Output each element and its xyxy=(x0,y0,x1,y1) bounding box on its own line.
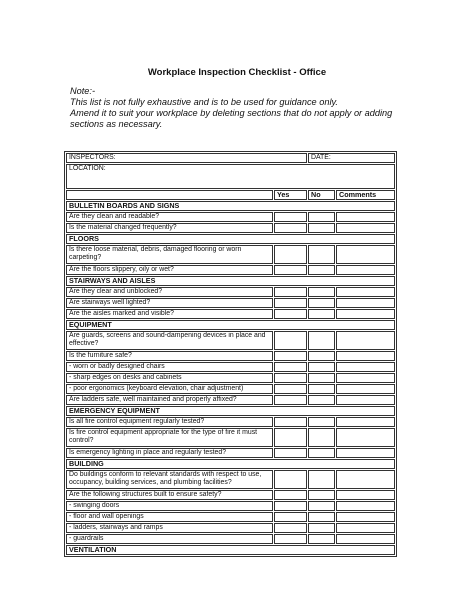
section-row xyxy=(66,406,395,416)
table-row xyxy=(66,448,395,458)
table-row xyxy=(66,470,395,489)
yes-cell[interactable] xyxy=(274,470,307,489)
yes-cell[interactable] xyxy=(274,373,307,383)
question-cell: Is the material changed frequently? xyxy=(66,223,273,233)
no-cell[interactable] xyxy=(308,287,335,297)
question-cell: Are they clear and unblocked? xyxy=(66,287,273,297)
question-cell: Is fire control equipment appropriate for the type of fire it must control? xyxy=(66,428,273,447)
table-row xyxy=(66,309,395,319)
comments-cell[interactable] xyxy=(336,331,395,350)
yes-cell[interactable] xyxy=(274,448,307,458)
comments-cell[interactable] xyxy=(336,298,395,308)
table-row xyxy=(66,428,395,447)
question-cell: Are guards, screens and sound-dampening devices in place and effective? xyxy=(66,331,273,350)
table-row xyxy=(66,395,395,405)
checklist-table xyxy=(64,151,397,557)
comments-cell[interactable] xyxy=(336,448,395,458)
yes-cell[interactable] xyxy=(274,490,307,500)
question-cell: Are the aisles marked and visible? xyxy=(66,309,273,319)
yes-cell[interactable] xyxy=(274,512,307,522)
table-row xyxy=(66,362,395,372)
no-cell[interactable] xyxy=(308,428,335,447)
section-heading: VENTILATION xyxy=(66,545,395,555)
comments-cell[interactable] xyxy=(336,417,395,427)
yes-header: Yes xyxy=(274,190,307,200)
location-field[interactable]: LOCATION: xyxy=(66,164,395,189)
question-cell: - swinging doors xyxy=(66,501,273,511)
comments-cell[interactable] xyxy=(336,395,395,405)
no-header: No xyxy=(308,190,335,200)
no-cell[interactable] xyxy=(308,265,335,275)
yes-cell[interactable] xyxy=(274,287,307,297)
comments-cell[interactable] xyxy=(336,309,395,319)
comments-cell[interactable] xyxy=(336,470,395,489)
comments-cell[interactable] xyxy=(336,223,395,233)
comments-cell[interactable] xyxy=(336,501,395,511)
yes-cell[interactable] xyxy=(274,384,307,394)
section-heading: FLOORS xyxy=(66,234,395,244)
yes-cell[interactable] xyxy=(274,534,307,544)
comments-cell[interactable] xyxy=(336,362,395,372)
table-row xyxy=(66,501,395,511)
table-row xyxy=(66,351,395,361)
question-cell: - poor ergonomics (keyboard elevation, chair adjustment) xyxy=(66,384,273,394)
no-cell[interactable] xyxy=(308,448,335,458)
note-block xyxy=(70,86,410,130)
question-cell: - worn or badly designed chairs xyxy=(66,362,273,372)
date-field[interactable]: DATE: xyxy=(308,153,395,163)
table-row xyxy=(66,287,395,297)
section-row xyxy=(66,459,395,469)
yes-cell[interactable] xyxy=(274,265,307,275)
question-cell: Is there loose material, debris, damaged flooring or worn carpeting? xyxy=(66,245,273,264)
no-cell[interactable] xyxy=(308,490,335,500)
note-line: Amend it to suit your workplace by deleting sections that do not apply or adding xyxy=(70,108,393,118)
table-row xyxy=(66,373,395,383)
no-cell[interactable] xyxy=(308,212,335,222)
question-cell: Are ladders safe, well maintained and properly affixed? xyxy=(66,395,273,405)
comments-cell[interactable] xyxy=(336,428,395,447)
no-cell[interactable] xyxy=(308,309,335,319)
comments-cell[interactable] xyxy=(336,265,395,275)
comments-cell[interactable] xyxy=(336,534,395,544)
no-cell[interactable] xyxy=(308,470,335,489)
yes-cell[interactable] xyxy=(274,298,307,308)
question-cell: Do buildings conform to relevant standards with respect to use, occupancy, building services, and plumbing facilities? xyxy=(66,470,273,489)
yes-cell[interactable] xyxy=(274,331,307,350)
comments-cell[interactable] xyxy=(336,351,395,361)
yes-cell[interactable] xyxy=(274,212,307,222)
table-row xyxy=(66,512,395,522)
section-heading: BUILDING xyxy=(66,459,395,469)
no-cell[interactable] xyxy=(308,512,335,522)
note-line: This list is not fully exhaustive and is to be used for guidance only. xyxy=(70,97,338,107)
table-row xyxy=(66,534,395,544)
comments-cell[interactable] xyxy=(336,512,395,522)
yes-cell[interactable] xyxy=(274,245,307,264)
section-row xyxy=(66,201,395,211)
yes-cell[interactable] xyxy=(274,428,307,447)
yes-cell[interactable] xyxy=(274,223,307,233)
section-heading: STAIRWAYS AND AISLES xyxy=(66,276,395,286)
comments-cell[interactable] xyxy=(336,490,395,500)
comments-header: Comments xyxy=(336,190,395,200)
comments-cell[interactable] xyxy=(336,245,395,264)
no-cell[interactable] xyxy=(308,523,335,533)
question-cell: Are the floors slippery, oily or wet? xyxy=(66,265,273,275)
no-cell[interactable] xyxy=(308,245,335,264)
location-row xyxy=(66,164,395,189)
inspectors-field[interactable]: INSPECTORS: xyxy=(66,153,307,163)
question-cell: Is the furniture safe? xyxy=(66,351,273,361)
no-cell[interactable] xyxy=(308,417,335,427)
section-row xyxy=(66,276,395,286)
no-cell[interactable] xyxy=(308,298,335,308)
yes-cell[interactable] xyxy=(274,309,307,319)
yes-cell[interactable] xyxy=(274,501,307,511)
section-row xyxy=(66,234,395,244)
question-cell: Are they clean and readable? xyxy=(66,212,273,222)
table-row xyxy=(66,523,395,533)
document-title: Workplace Inspection Checklist - Office xyxy=(147,67,327,78)
yes-cell[interactable] xyxy=(274,395,307,405)
question-cell: Is emergency lighting in place and regularly tested? xyxy=(66,448,273,458)
comments-cell[interactable] xyxy=(336,212,395,222)
question-cell: - ladders, stairways and ramps xyxy=(66,523,273,533)
note-line: sections as necessary. xyxy=(70,119,163,129)
yes-cell[interactable] xyxy=(274,351,307,361)
no-cell[interactable] xyxy=(308,331,335,350)
no-cell[interactable] xyxy=(308,351,335,361)
no-cell[interactable] xyxy=(308,373,335,383)
table-row xyxy=(66,223,395,233)
section-heading: EQUIPMENT xyxy=(66,320,395,330)
table-row xyxy=(66,490,395,500)
comments-cell[interactable] xyxy=(336,384,395,394)
question-cell: Are the following structures built to ensure safety? xyxy=(66,490,273,500)
table-row xyxy=(66,384,395,394)
comments-cell[interactable] xyxy=(336,523,395,533)
comments-cell[interactable] xyxy=(336,287,395,297)
table-row xyxy=(66,265,395,275)
section-row xyxy=(66,320,395,330)
question-cell: - guardrails xyxy=(66,534,273,544)
yes-cell[interactable] xyxy=(274,417,307,427)
table-row xyxy=(66,331,395,350)
section-heading: BULLETIN BOARDS AND SIGNS xyxy=(66,201,395,211)
inspectors-row xyxy=(66,153,395,163)
section-heading: EMERGENCY EQUIPMENT xyxy=(66,406,395,416)
comments-cell[interactable] xyxy=(336,373,395,383)
no-cell[interactable] xyxy=(308,362,335,372)
no-cell[interactable] xyxy=(308,501,335,511)
header-blank xyxy=(66,190,273,200)
note-heading: Note:- xyxy=(70,86,96,96)
question-cell: Is all fire control equipment regularly tested? xyxy=(66,417,273,427)
yes-cell[interactable] xyxy=(274,523,307,533)
table-row xyxy=(66,417,395,427)
yes-cell[interactable] xyxy=(274,362,307,372)
no-cell[interactable] xyxy=(308,534,335,544)
question-cell: - sharp edges on desks and cabinets xyxy=(66,373,273,383)
no-cell[interactable] xyxy=(308,384,335,394)
table-row xyxy=(66,212,395,222)
table-row xyxy=(66,245,395,264)
no-cell[interactable] xyxy=(308,395,335,405)
table-row xyxy=(66,298,395,308)
section-row xyxy=(66,545,395,555)
question-cell: - floor and wall openings xyxy=(66,512,273,522)
no-cell[interactable] xyxy=(308,223,335,233)
question-cell: Are stairways well lighted? xyxy=(66,298,273,308)
column-header-row xyxy=(66,190,395,200)
